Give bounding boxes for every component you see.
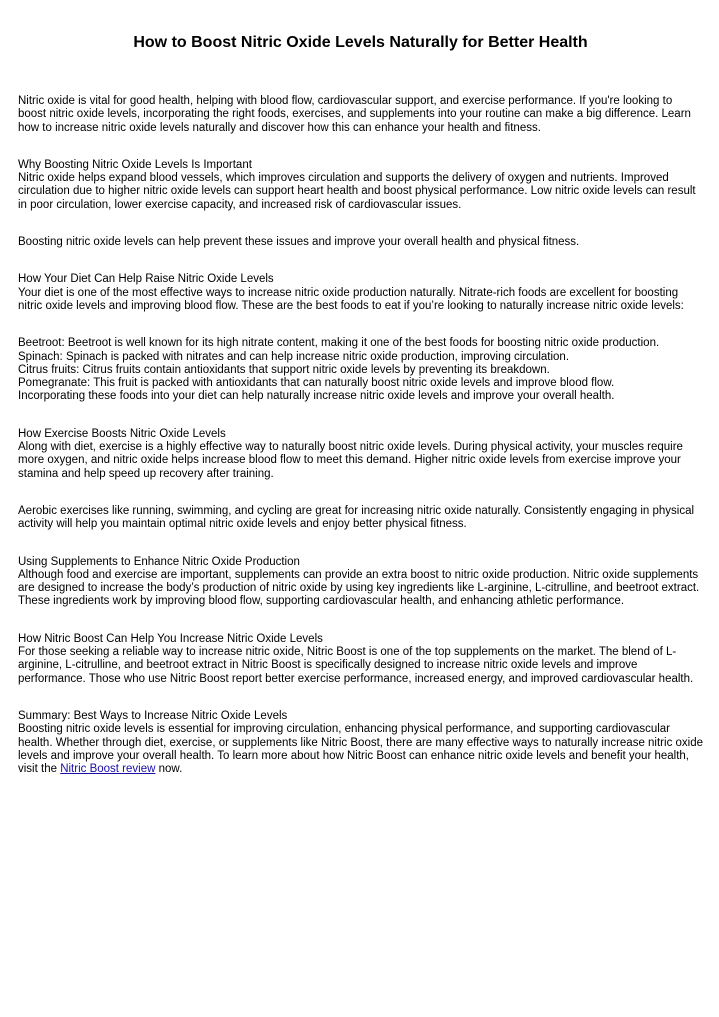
section-heading: Summary: Best Ways to Increase Nitric Oxide Levels	[18, 709, 288, 722]
section-nitric-boost	[18, 633, 703, 686]
intro-paragraph: Nitric oxide is vital for good health, helping with blood flow, cardiovascular support, and exercise performance. If you're looking to boost nitric oxide levels, incorporating the right foods, exercises, and supplements into your routine can make a big difference. Learn how to increase nitric oxide levels naturally and discover how this can enhance your health and fitness.	[18, 95, 691, 134]
section-body: Nitric oxide helps expand blood vessels, which improves circulation and supports the delivery of oxygen and nutrients. Improved circulation due to higher nitric oxide levels can support heart health and boost physical performance. Low nitric oxide levels can result in poor circulation, lower exercise capacity, and increased risk of cardiovascular issues.	[18, 172, 696, 211]
section-diet	[18, 273, 703, 403]
section-body: Although food and exercise are important, supplements can provide an extra boost to nitric oxide production. Nitric oxide supplements are designed to increase the body’s production of nitric oxide by using key ingredients like L-arginine, L-citrulline, and beetroot extract. These ingredients work by improving blood flow, supporting cardiovascular health, and enhancing athletic performance.	[18, 568, 700, 608]
list-item: Beetroot: Beetroot is well known for its high nitrate content, making it one of the best foods for boosting nitric oxide production.	[18, 337, 660, 350]
section-why-important	[18, 159, 703, 249]
list-item: Citrus fruits: Citrus fruits contain antioxidants that support nitric oxide levels by preventing its breakdown.	[18, 363, 550, 376]
article-body	[18, 95, 703, 776]
section-extra: Aerobic exercises like running, swimming, and cycling are great for increasing nitric oxide naturally. Consistently engaging in physical activity will help you maintain optimal nitric oxide levels and enjoy better physical fitness.	[18, 504, 695, 531]
list-item: Pomegranate: This fruit is packed with antioxidants that can naturally boost nitric oxide levels and improve blood flow.	[18, 377, 615, 390]
list-item: Spinach: Spinach is packed with nitrates and can help increase nitric oxide production, improving circulation.	[18, 350, 570, 363]
section-heading: Using Supplements to Enhance Nitric Oxide Production	[18, 555, 300, 568]
section-heading: Why Boosting Nitric Oxide Levels Is Important	[18, 158, 252, 171]
foods-list	[18, 337, 703, 403]
section-heading: How Exercise Boosts Nitric Oxide Levels	[18, 427, 226, 440]
summary-text-end: now.	[155, 763, 183, 776]
section-exercise	[18, 428, 703, 532]
section-body: Along with diet, exercise is a highly effective way to naturally boost nitric oxide levels. During physical activity, your muscles require more oxygen, and nitric oxide helps increase blood flow to meet this demand. Higher nitric oxide levels from exercise improve your stamina and help speed up recovery after training.	[18, 441, 683, 480]
section-heading: How Your Diet Can Help Raise Nitric Oxide Levels	[18, 273, 274, 286]
list-item: Incorporating these foods into your diet can help naturally increase nitric oxide levels and improve your overall health.	[18, 390, 615, 403]
section-extra: Boosting nitric oxide levels can help prevent these issues and improve your overall health and physical fitness.	[18, 236, 580, 249]
section-summary	[18, 710, 703, 776]
section-body: For those seeking a reliable way to increase nitric oxide, Nitric Boost is one of the top supplements on the market. The blend of L-arginine, L-citrulline, and beetroot extract in Nitric Boost is specifically designed to increase nitric oxide levels and improve performance. Those who use Nitric Boost report better exercise performance, increased energy, and improved cardiovascular health.	[18, 646, 694, 685]
nitric-boost-review-link[interactable]: Nitric Boost review	[60, 763, 156, 776]
page-title: How to Boost Nitric Oxide Levels Naturally for Better Health	[133, 34, 588, 51]
section-heading: How Nitric Boost Can Help You Increase Nitric Oxide Levels	[18, 632, 323, 645]
section-supplements	[18, 556, 703, 609]
section-body	[18, 723, 703, 776]
summary-text: Boosting nitric oxide levels is essential for improving circulation, enhancing physical performance, and supporting cardiovascular health. Whether through diet, exercise, or supplements like Nitric Boost, there are many effective ways to naturally increase nitric oxide levels and improve your overall health. To learn more about how Nitric Boost can enhance nitric oxide levels and benefit your health, visit the	[18, 723, 704, 776]
section-body: Your diet is one of the most effective ways to increase nitric oxide production naturally. Nitrate-rich foods are excellent for boosting nitric oxide levels and improving blood flow. These are the best foods to eat if you’re looking to naturally increase nitric oxide levels:	[18, 286, 684, 312]
